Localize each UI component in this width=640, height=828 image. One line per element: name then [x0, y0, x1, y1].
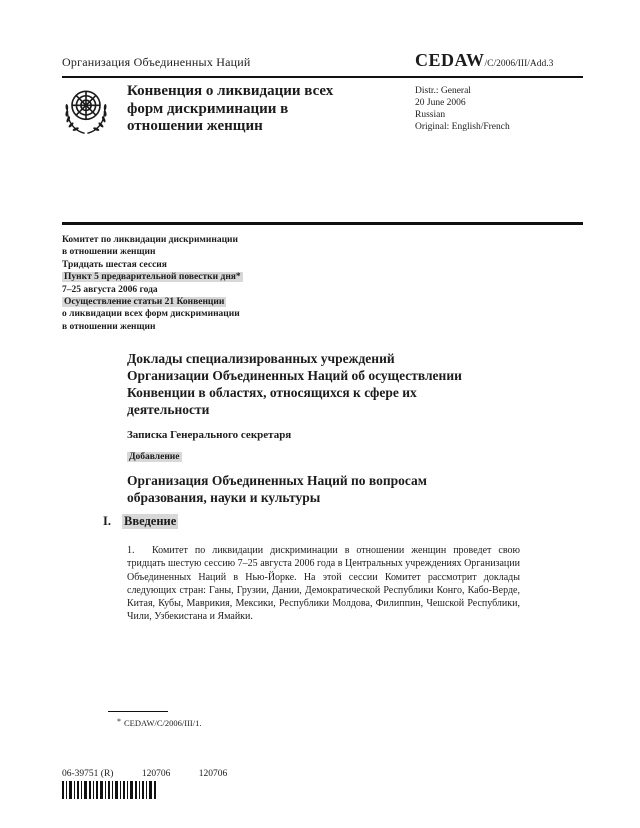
committee-block	[62, 234, 243, 333]
document-title-line: деятельности	[127, 402, 210, 417]
footnote-text: CEDAW/C/2006/III/1.	[124, 718, 202, 728]
session-line: Тридцать шестая сессия	[62, 259, 167, 270]
paragraph-number: 1.	[127, 545, 135, 556]
agency-title-line: Организация Объединенных Наций по вопросам	[127, 473, 428, 488]
distr-type: Distr.: General	[415, 86, 471, 96]
distr-language: Russian	[415, 110, 446, 120]
session-dates-line: 7–25 августа 2006 года	[62, 284, 158, 295]
footnote-separator	[108, 711, 168, 712]
job-number: 06-39751 (R)	[62, 769, 114, 779]
section-number: I.	[103, 514, 111, 528]
note-by-secretary-general: Записка Генерального секретаря	[127, 429, 292, 441]
implementation-line	[62, 296, 243, 308]
distr-original: Original: English/French	[415, 122, 510, 132]
addendum-text: Добавление	[129, 452, 180, 462]
un-emblem-icon	[58, 82, 114, 138]
footer-code: 120706	[198, 769, 228, 779]
convention-title-line: форм дискриминации в	[127, 100, 289, 117]
implementation-line: о ликвидации всех форм дискриминации	[62, 309, 240, 320]
document-title	[127, 350, 462, 418]
distr-date: 20 June 2006	[415, 98, 466, 108]
footnote-reference-mark: *	[117, 717, 121, 726]
footer-code: 120706	[141, 769, 171, 779]
document-title-line: Организации Объединенных Наций об осуществлении	[127, 368, 462, 383]
committee-name-line: Комитет по ликвидации дискриминации	[62, 235, 239, 245]
distribution-block	[415, 85, 510, 133]
paragraph-text: Комитет по ликвидации дискриминации в отношении женщин проведет свою тридцать шестую сессию 7–25 августа 2006 года в Центральных учреждениях Организации Объединенных Наций в Нью-Йорке. На этой сессии Комитет рассмотрит доклады следующих стран: Ганы, Грузии, Дании, Демократической Республики Конго, Кабо-Верде, Китая, Кубы, Маврикия, Мексики, Республики Молдова, Филиппин, Чешской Республики, Чили, Узбекистана и Ямайки.	[127, 545, 520, 623]
barcode	[62, 781, 158, 804]
agency-title	[127, 472, 427, 506]
agency-title-line: образования, науки и культуры	[127, 490, 321, 505]
paragraph-1	[127, 544, 520, 624]
section-heading-introduction	[103, 514, 178, 529]
document-symbol	[415, 50, 553, 71]
convention-title-line: Конвенция о ликвидации всех	[127, 83, 334, 99]
footnote	[117, 717, 201, 728]
document-symbol-main: CEDAW	[415, 50, 485, 70]
section-title: Введение	[124, 514, 177, 528]
implementation-text: Осуществление статьи 21 Конвенции	[64, 297, 225, 308]
masthead-rule	[62, 222, 583, 225]
footer-job-codes	[62, 769, 227, 779]
header-rule	[62, 76, 583, 78]
document-title-line: Конвенции в областях, относящихся к сфере их	[127, 385, 417, 400]
convention-title-line: отношении женщин	[127, 118, 263, 134]
agenda-item-text: Пункт 5 предварительной повестки дня*	[64, 272, 241, 283]
addendum-label	[127, 452, 182, 462]
document-symbol-suffix: /C/2006/III/Add.3	[484, 59, 554, 69]
implementation-line: в отношении женщин	[62, 321, 156, 332]
agenda-item-line	[62, 271, 243, 283]
document-title-line: Доклады специализированных учреждений	[127, 351, 395, 366]
convention-title	[127, 83, 333, 136]
committee-name-line: в отношении женщин	[62, 247, 156, 258]
organization-name: Организация Объединенных Наций	[62, 55, 251, 69]
